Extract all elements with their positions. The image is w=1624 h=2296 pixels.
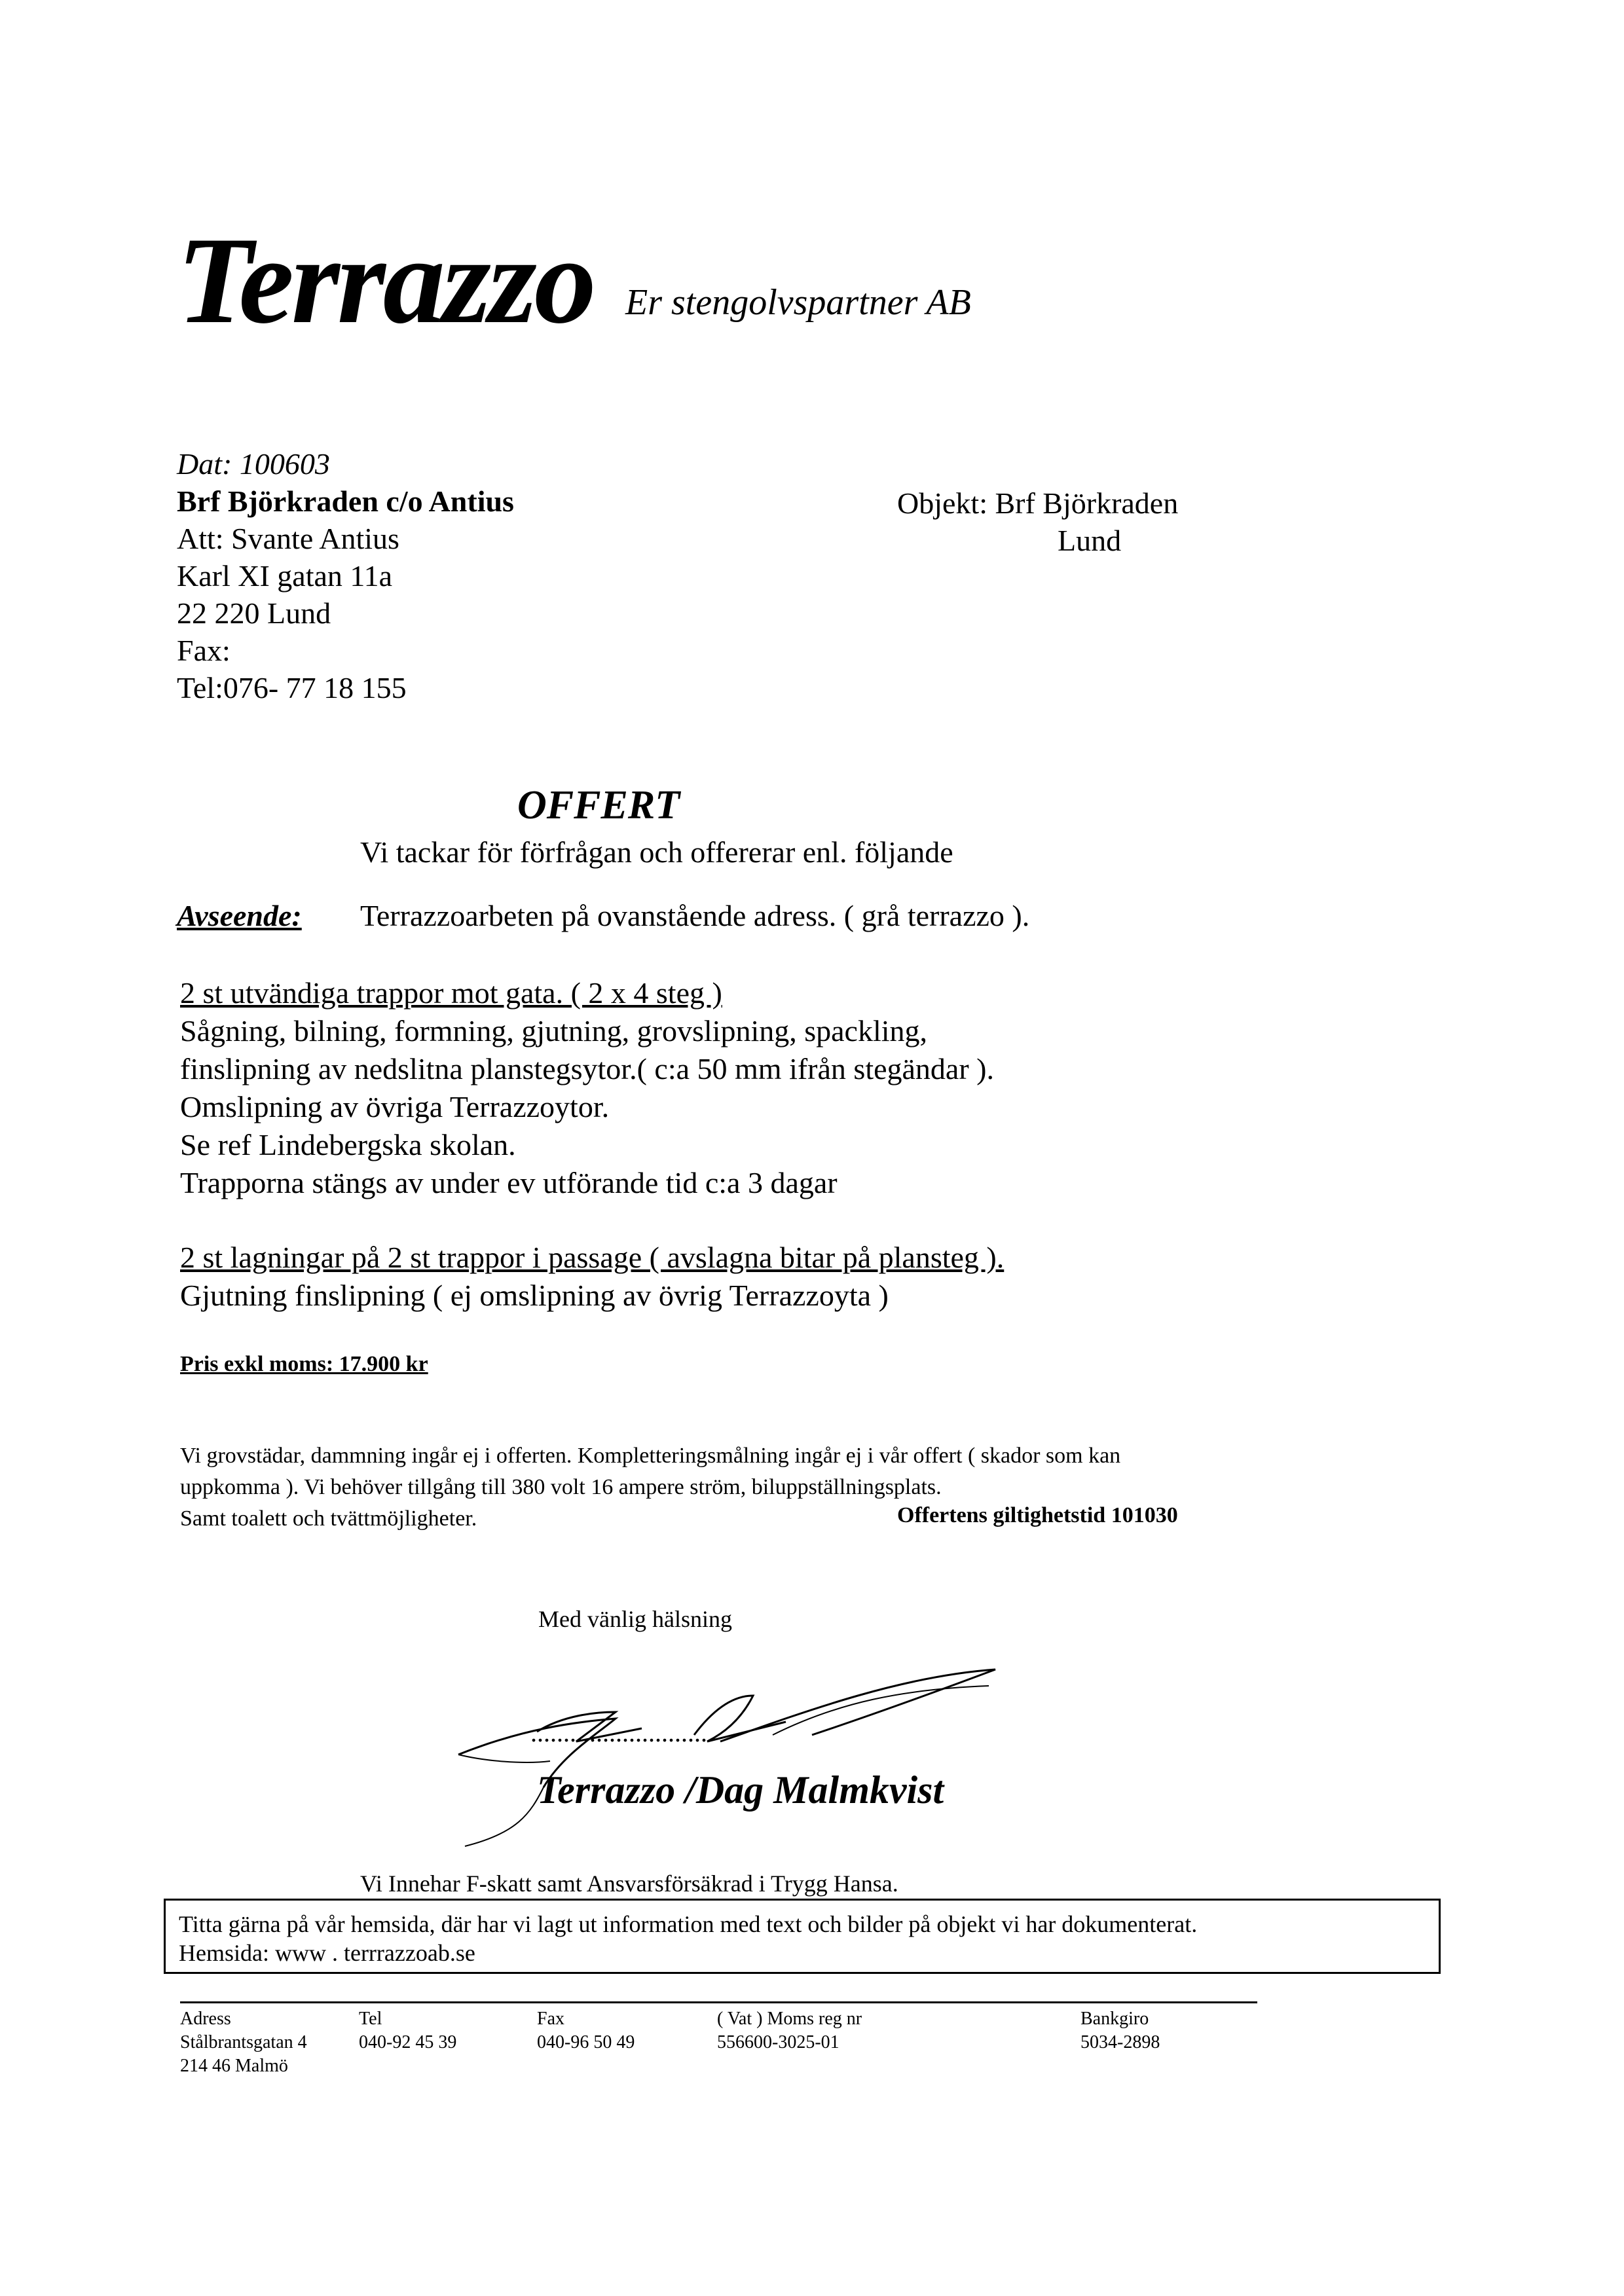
regarding-label: Avseende: <box>177 899 302 932</box>
website-info-box <box>164 1899 1441 1974</box>
recipient-address-block <box>177 445 514 706</box>
tax-insurance-note: Vi Innehar F-skatt samt Ansvarsförsäkrad i Trygg Hansa. <box>360 1870 898 1897</box>
company-tagline: Er stengolvspartner AB <box>625 282 971 323</box>
item-outdoor-stairs <box>180 974 994 1202</box>
item-repairs <box>180 1239 1004 1315</box>
signer-name: Terrazzo /Dag Malmkvist <box>537 1768 944 1812</box>
footer-fax-label: Fax <box>537 2009 564 2029</box>
item-outdoor-stairs-heading: 2 st utvändiga trappor mot gata. ( 2 x 4 steg ) <box>180 976 722 1010</box>
website-info-text: Titta gärna på vår hemsida, där har vi lagt ut information med text och bilder på objekt vi har dokumenterat. <box>179 1911 1198 1937</box>
item-outdoor-stairs-line: Trapporna stängs av under ev utförande tid c:a 3 dagar <box>180 1166 838 1199</box>
item-outdoor-stairs-line: Se ref Lindebergska skolan. <box>180 1128 516 1161</box>
recipient-attention: Att: Svante Antius <box>177 522 399 555</box>
closing-greeting: Med vänlig hälsning <box>538 1606 732 1632</box>
object-block <box>897 484 1178 559</box>
footer-bankgiro-number: 5034-2898 <box>1080 2032 1160 2052</box>
offer-validity: Offertens giltighetstid 101030 <box>897 1503 1178 1527</box>
recipient-city: 22 220 Lund <box>177 596 331 630</box>
offer-title: OFFERT <box>517 783 680 828</box>
price-excl-vat: Pris exkl moms: 17.900 kr <box>180 1352 428 1376</box>
footer-phone-label: Tel <box>359 2009 382 2029</box>
footer-address-label: Adress <box>180 2009 231 2029</box>
footer-fax-number: 040-96 50 49 <box>537 2032 635 2052</box>
terms-line: Vi grovstädar, dammning ingår ej i offerten. Kompletteringsmålning ingår ej i vår offert ( skador som kan <box>180 1444 1121 1468</box>
terms-line: Samt toalett och tvättmöjligheter. <box>180 1506 477 1531</box>
regarding-text: Terrazzoarbeten på ovanstående adress. ( grå terrazzo ). <box>360 899 1030 932</box>
footer-vat-label: ( Vat ) Moms reg nr <box>717 2009 862 2029</box>
handwritten-signature <box>445 1656 1035 1853</box>
item-repairs-heading: 2 st lagningar på 2 st trappor i passage ( avslagna bitar på plansteg ). <box>180 1241 1005 1274</box>
terms-line: uppkomma ). Vi behöver tillgång till 380 volt 16 ampere ström, biluppställningsplats. <box>180 1475 942 1499</box>
footer-bankgiro <box>1080 2007 1160 2054</box>
footer-bankgiro-label: Bankgiro <box>1080 2009 1149 2029</box>
item-repairs-line: Gjutning finslipning ( ej omslipning av övrig Terrazzoyta ) <box>180 1279 889 1312</box>
footer-divider <box>180 2001 1257 2003</box>
offer-intro: Vi tackar för förfrågan och offererar enl. följande <box>360 835 953 869</box>
footer-address-city: 214 46 Malmö <box>180 2056 288 2076</box>
footer-address-street: Stålbrantsgatan 4 <box>180 2032 307 2052</box>
recipient-fax: Fax: <box>177 634 231 667</box>
recipient-phone: Tel:076- 77 18 155 <box>177 671 407 704</box>
footer-phone-number: 040-92 45 39 <box>359 2032 457 2052</box>
item-outdoor-stairs-line: Omslipning av övriga Terrazzoytor. <box>180 1090 610 1123</box>
item-outdoor-stairs-line: Sågning, bilning, formning, gjutning, grovslipning, spackling, <box>180 1014 928 1048</box>
website-link[interactable]: Hemsida: www . terrrazzoab.se <box>179 1940 475 1966</box>
item-outdoor-stairs-line: finslipning av nedslitna planstegsytor.( c:a 50 mm ifrån stegändar ). <box>180 1052 994 1085</box>
offer-date: Dat: 100603 <box>177 447 330 481</box>
footer-address <box>180 2007 307 2078</box>
object-name: Objekt: Brf Björkraden <box>897 486 1179 520</box>
recipient-street: Karl XI gatan 11a <box>177 559 393 592</box>
object-city: Lund <box>1058 524 1122 557</box>
footer-fax <box>537 2007 635 2054</box>
signature-dots: ........................... <box>530 1718 707 1747</box>
recipient-name: Brf Björkraden c/o Antius <box>177 484 514 518</box>
company-logo: Terrazzo <box>177 212 594 350</box>
footer-vat-number: 556600-3025-01 <box>717 2032 840 2052</box>
footer-phone <box>359 2007 456 2054</box>
footer-vat <box>717 2007 862 2054</box>
